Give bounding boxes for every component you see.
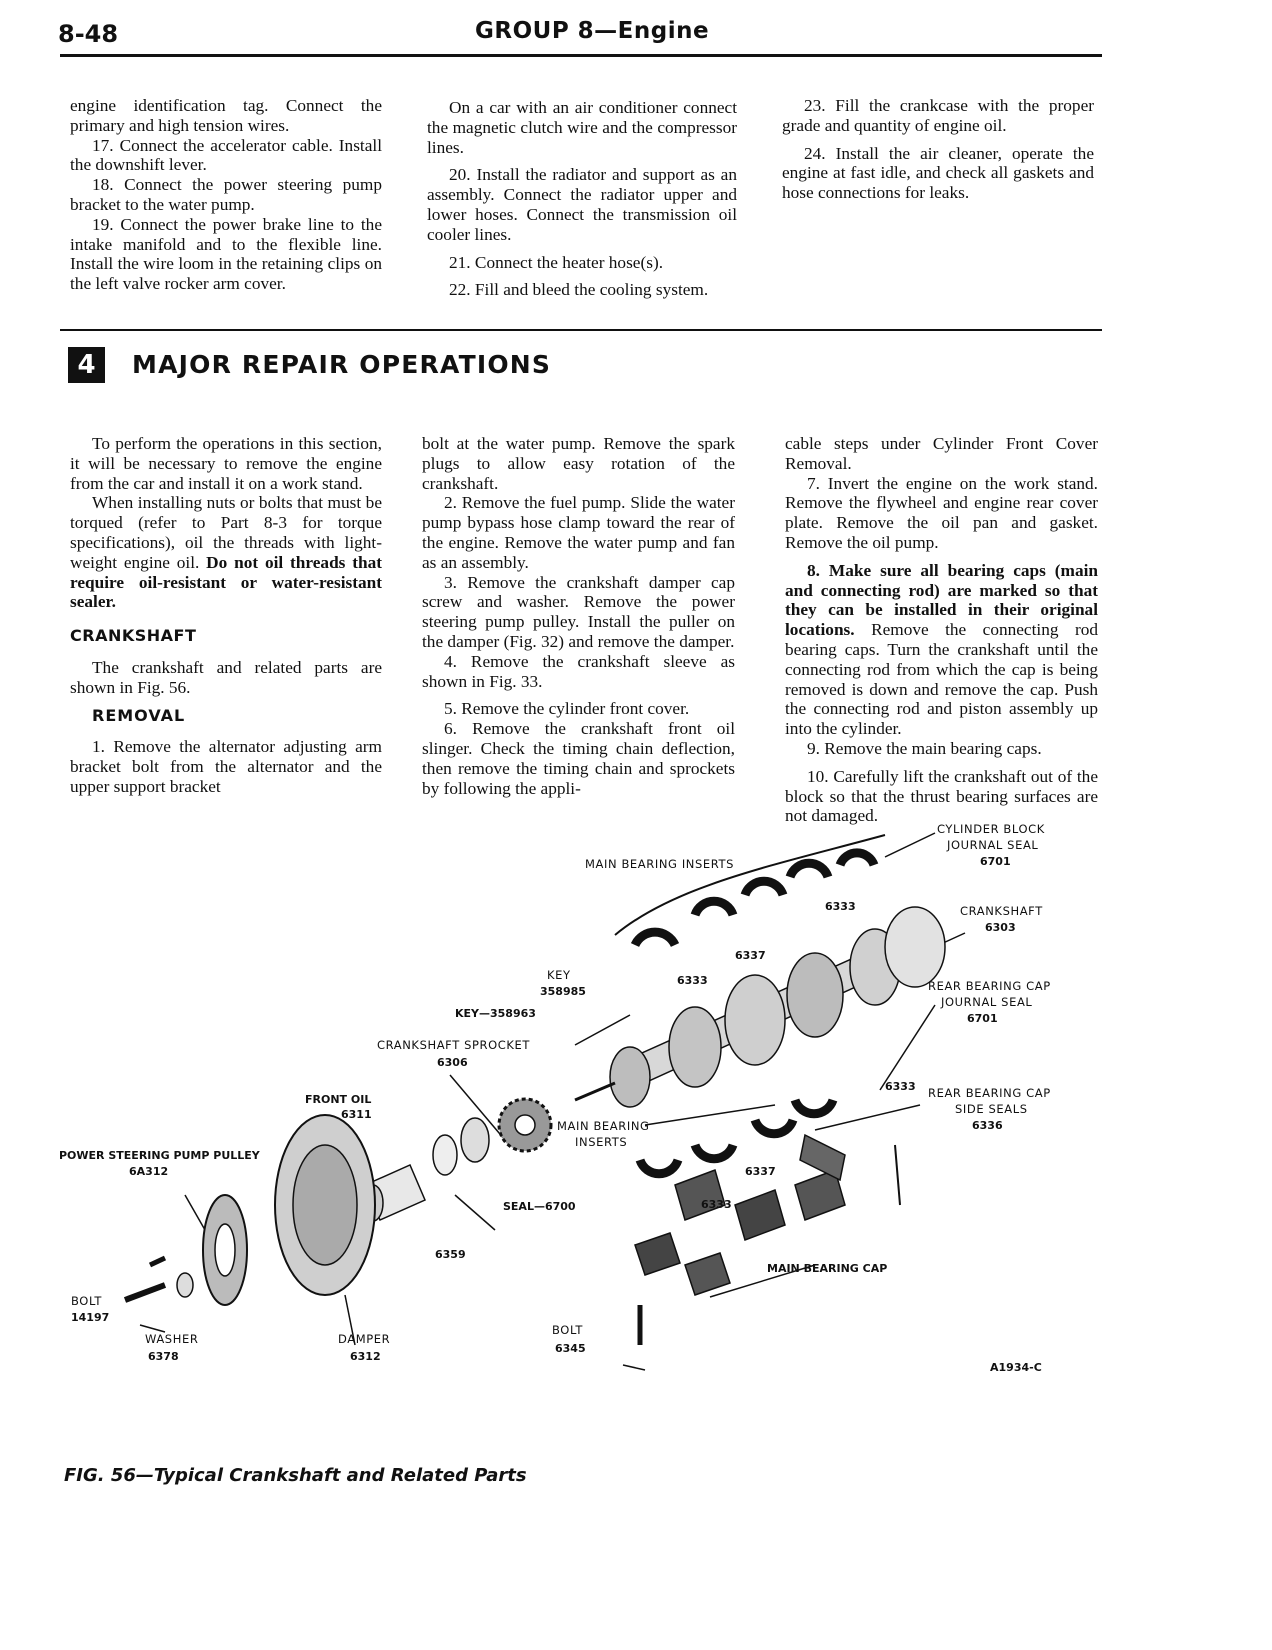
label-6337-a: 6337 (735, 949, 766, 962)
label-crankshaft: CRANKSHAFT (960, 904, 1043, 918)
label-cylinder-block-seal-line2: JOURNAL SEAL (947, 838, 1039, 852)
paragraph: 4. Remove the crankshaft sleeve as shown in Fig. 33. (422, 651, 735, 691)
crankshaft-exploded-diagram (55, 822, 1115, 1455)
label-6333-d: 6333 (701, 1198, 732, 1211)
subheading-removal: REMOVAL (92, 705, 186, 725)
paragraph: 5. Remove the cylinder front cover. (444, 699, 690, 719)
paragraph: 6. Remove the crankshaft front oil slinger. Check the timing chain deflection, then remove the timing chain and sprockets by following the appli- (422, 719, 735, 798)
label-key-1-part: 358985 (540, 985, 586, 998)
label-front-oil-part: 6311 (341, 1108, 372, 1121)
paragraph (785, 561, 1098, 739)
label-cylinder-block-seal: CYLINDER BLOCK (937, 822, 1045, 836)
paragraph: 20. Install the radiator and support as an assembly. Connect the radiator upper and lower hoses. Connect the transmission oil cooler lines. (427, 165, 737, 244)
label-6359: 6359 (435, 1248, 466, 1261)
paragraph: 2. Remove the fuel pump. Slide the water pump bypass hose clamp toward the rear of the engine. Remove the water pump and fan as an assembly. (422, 493, 735, 572)
paragraph: 10. Carefully lift the crankshaft out of the block so that the thrust bearing surfaces are not damaged. (785, 766, 1098, 826)
label-rear-cap-journal-seal-part: 6701 (967, 1012, 998, 1025)
figure-caption: FIG. 56—Typical Crankshaft and Related Parts (64, 1465, 527, 1486)
paragraph: 9. Remove the main bearing caps. (807, 738, 1042, 758)
label-6337-b: 6337 (745, 1165, 776, 1178)
label-bolt-left-part: 14197 (71, 1311, 110, 1324)
label-main-bearing-inserts-top: MAIN BEARING INSERTS (585, 857, 735, 871)
label-figure-code: A1934-C (990, 1361, 1042, 1374)
section-rule (60, 329, 1102, 331)
warning-text: 8. Make sure all bearing caps (main and connecting rod) are marked so that they can be installed in their original locations. (785, 560, 1098, 640)
paragraph: bolt at the water pump. Remove the spark plugs to allow easy rotation of the crankshaft. (422, 434, 735, 493)
label-ps-pump-pulley-part: 6A312 (129, 1165, 169, 1178)
paragraph (70, 493, 382, 612)
paragraph-text: When installing nuts or bolts that must be torqued (refer to Part 8-3 for torque specifications), oil the threads with light-weight engine oil. (70, 493, 382, 572)
paragraph-text: Remove the connecting rod bearing caps. Turn the crankshaft until the connecting rod from which the cap is being removed is down and remove the cap. Push the connecting rod and piston assembly up into the cylinder. (785, 620, 1098, 739)
top-column-1 (70, 96, 382, 294)
label-6333-a: 6333 (825, 900, 856, 913)
paragraph: The crankshaft and related parts are shown in Fig. 56. (70, 657, 382, 697)
label-bolt-right-part: 6345 (555, 1342, 586, 1355)
label-rear-cap-side-seals-line2: SIDE SEALS (955, 1102, 1028, 1116)
label-key-2: KEY—358963 (455, 1007, 536, 1020)
label-rear-cap-side-seals-part: 6336 (972, 1119, 1003, 1132)
page-header-title: GROUP 8—Engine (475, 18, 710, 44)
label-damper: DAMPER (338, 1332, 391, 1346)
label-crankshaft-part: 6303 (985, 921, 1016, 934)
warning-text: Do not oil threads that require oil-resistant or water-resistant sealer. (70, 552, 382, 612)
label-rear-cap-side-seals: REAR BEARING CAP (928, 1086, 1051, 1100)
paragraph: 7. Invert the engine on the work stand. Remove the flywheel and engine rear cover plate. Remove the oil pan and gasket. Remove the oil pump. (785, 473, 1098, 552)
label-main-bearing-cap: MAIN BEARING CAP (767, 1262, 888, 1275)
paragraph: 18. Connect the power steering pump bracket to the water pump. (70, 175, 382, 214)
paragraph: To perform the operations in this section, it will be necessary to remove the engine from the car and install it on a work stand. (70, 434, 382, 493)
label-seal: SEAL—6700 (503, 1200, 576, 1213)
page-number: 8-48 (58, 20, 119, 48)
label-main-bearing-inserts-low-line2: INSERTS (575, 1135, 628, 1149)
top-column-3 (782, 96, 1094, 203)
label-6333-c: 6333 (885, 1080, 916, 1093)
paragraph: 3. Remove the crankshaft damper cap screw and washer. Remove the power steering pump pulley. Install the puller on the damper (Fig. 32) and remove the damper. (422, 572, 735, 651)
label-crankshaft-sprocket: CRANKSHAFT SPROCKET (377, 1038, 531, 1052)
body-column-1 (70, 434, 382, 797)
paragraph: cable steps under Cylinder Front Cover Removal. (785, 434, 1098, 473)
paragraph: 17. Connect the accelerator cable. Install the downshift lever. (70, 135, 382, 175)
label-key-1: KEY (547, 968, 571, 982)
body-column-2 (422, 434, 735, 798)
body-column-3 (785, 434, 1098, 826)
paragraph: 23. Fill the crankcase with the proper grade and quantity of engine oil. (782, 96, 1094, 135)
paragraph: 1. Remove the alternator adjusting arm bracket bolt from the alternator and the upper support bracket (70, 737, 382, 796)
label-rear-cap-journal-seal: REAR BEARING CAP (928, 979, 1051, 993)
paragraph: 22. Fill and bleed the cooling system. (449, 280, 709, 300)
label-front-oil: FRONT OIL (305, 1093, 372, 1106)
label-main-bearing-inserts-low: MAIN BEARING (557, 1119, 650, 1133)
label-washer-part: 6378 (148, 1350, 179, 1363)
paragraph: 24. Install the air cleaner, operate the engine at fast idle, and check all gaskets and hose connections for leaks. (782, 143, 1094, 203)
paragraph: engine identification tag. Connect the primary and high tension wires. (70, 96, 382, 135)
label-crankshaft-sprocket-part: 6306 (437, 1056, 468, 1069)
paragraph: 21. Connect the heater hose(s). (449, 252, 664, 272)
label-rear-cap-journal-seal-line2: JOURNAL SEAL (941, 995, 1033, 1009)
header-rule (60, 54, 1102, 57)
section-number-badge: 4 (68, 347, 105, 383)
label-cylinder-block-seal-part: 6701 (980, 855, 1011, 868)
label-ps-pump-pulley: POWER STEERING PUMP PULLEY (59, 1149, 260, 1162)
label-bolt-left: BOLT (71, 1294, 102, 1308)
paragraph: On a car with an air conditioner connect the magnetic clutch wire and the compressor lines. (427, 98, 737, 157)
label-washer: WASHER (145, 1332, 199, 1346)
subheading-crankshaft: CRANKSHAFT (70, 626, 197, 646)
paragraph: 19. Connect the power brake line to the intake manifold and to the flexible line. Install the wire loom in the retaining clips on the left valve rocker arm cover. (70, 214, 382, 294)
label-bolt-right: BOLT (552, 1323, 583, 1337)
label-6333-b: 6333 (677, 974, 708, 987)
label-damper-part: 6312 (350, 1350, 381, 1363)
top-column-2 (427, 98, 737, 300)
section-title: MAJOR REPAIR OPERATIONS (132, 350, 552, 379)
